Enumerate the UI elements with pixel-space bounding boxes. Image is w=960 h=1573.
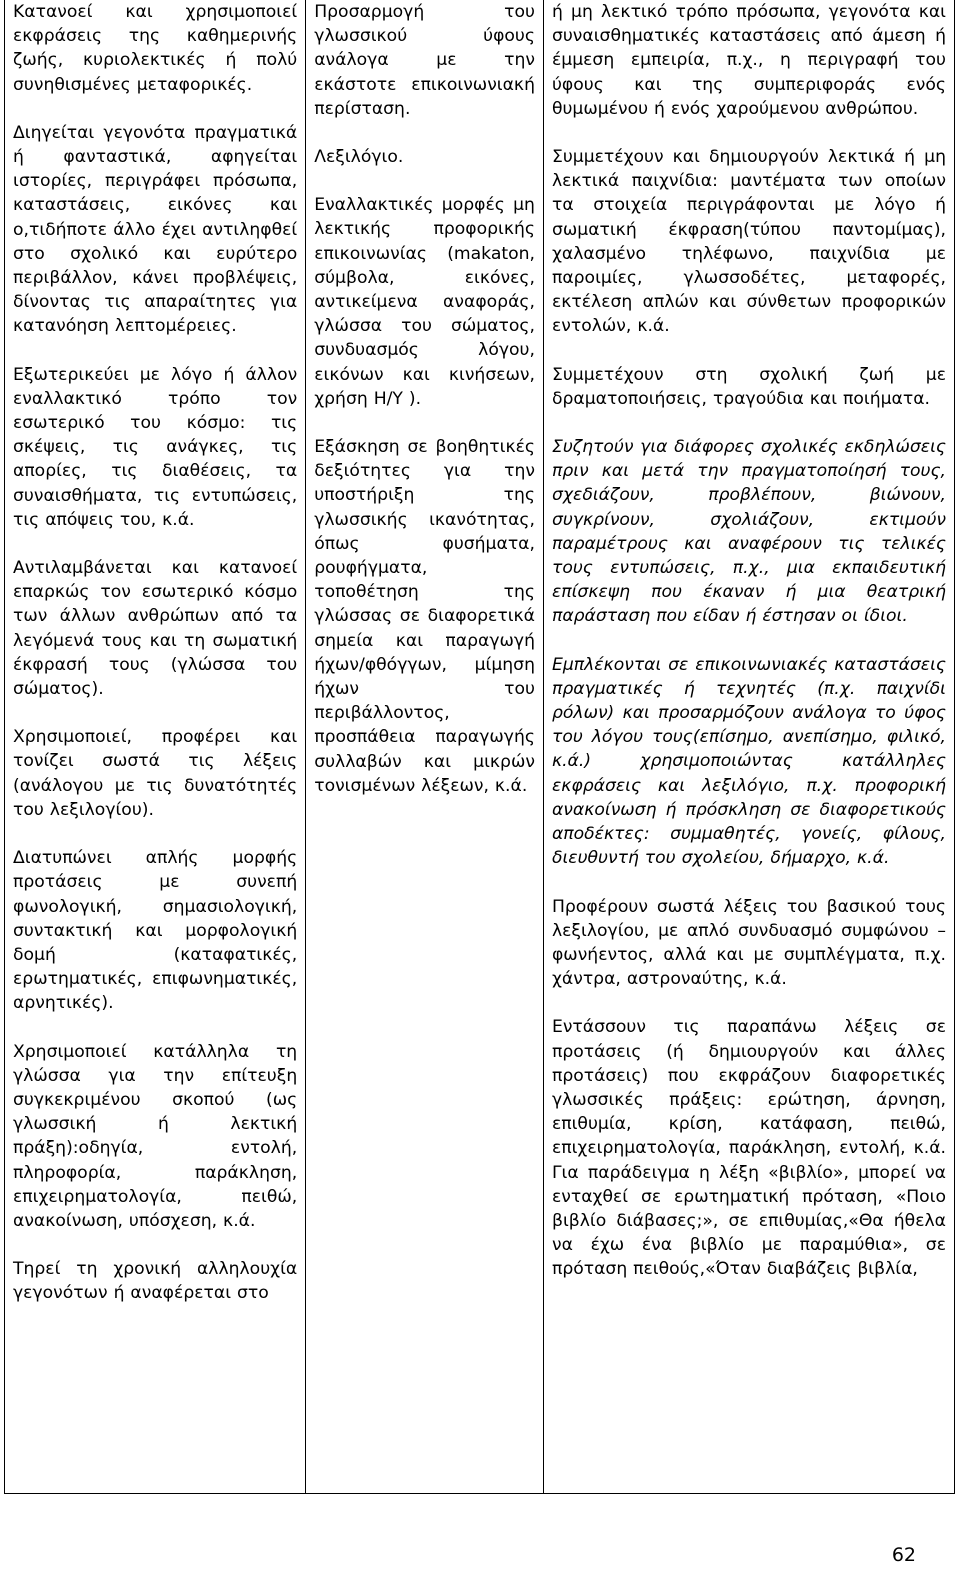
paragraph: Τηρεί τη χρονική αλληλουχία γεγονότων ή αναφέρεται στο [13, 1259, 298, 1304]
paragraph: Χρησιμοποιεί κατάλληλα τη γλώσσα για την επίτευξη συγκεκριμένου σκοπού (ως γλωσσική ή λεκτική πράξη):οδηγία, εντολή, πληροφορία, παράκληση, επιχειρηματολογία, πειθώ, ανακοίνωση, υπόσχεση, κ.ά. [13, 1041, 298, 1231]
paragraph: ή μη λεκτικό τρόπο πρόσωπα, γεγονότα και συναισθηματικές καταστάσεις από άμεση ή έμμεση εμπειρία, π.χ., η περιγραφή του ύφους και της συμπεριφοράς ενός θυμωμένου ή ενός χαρούμενου ανθρώπου. [551, 2, 946, 119]
paragraph: Αντιλαμβάνεται και κατανοεί επαρκώς τον εσωτερικό κόσμο των άλλων ανθρώπων από τα λεγόμενά τους και τη σωματική έκφρασή τους (γλώσσα του σώματος). [13, 558, 298, 700]
paragraph: Εντάσσουν τις παραπάνω λέξεις σε προτάσεις (ή δημιουργούν και άλλες προτάσεις) που εκφράζουν διαφορετικές γλωσσικές πράξεις: ερώτηση, άρνηση, επιθυμία, κρίση, κατάφαση, πειθώ, επιχειρηματολογία, παράκληση, εντολή, κ.ά. Για παράδειγμα η λέξη «βιβλίο», μπορεί να ενταχθεί σε ερωτηματική πρόταση, «Ποιο βιβλίο διάβασες;», σε επιθυμίας,«Θα ήθελα να έχω ένα βιβλίο με παραμύθια», σε πρόταση πειθούς,«Όταν διαβάζεις βιβλία, [551, 1017, 946, 1280]
paragraph: Χρησιμοποιεί, προφέρει και τονίζει σωστά τις λέξεις (ανάλογου με τις δυνατότητές του λεξιλογίου). [13, 727, 298, 820]
column-activities [543, 0, 954, 1494]
paragraph: Εξάσκηση σε βοηθητικές δεξιότητες για την υποστήριξη της γλωσσικής ικανότητας, όπως φυσήματα, ρουφήγματα, τοποθέτηση της γλώσσας σε διαφορετικά σημεία και παραγωγή ήχων/φθόγγων, μίμηση ήχων του περιβάλλοντος, προσπάθεια παραγωγής συλλαβών και μικρών τονισμένων λέξεων, κ.ά. [314, 437, 535, 796]
table-row [5, 0, 955, 1494]
paragraph: Κατανοεί και χρησιμοποιεί εκφράσεις της καθημερινής ζωής, κυριολεκτικές ή πολύ συνηθισμένες μεταφορικές. [13, 2, 298, 95]
column-learning-outcomes [5, 0, 306, 1494]
paragraph: Εμπλέκονται σε επικοινωνιακές καταστάσεις πραγματικές ή τεχνητές (π.χ. παιχνίδι ρόλων) και προσαρμόζουν ανάλογα το ύφος του λόγου τους(επίσημο, ανεπίσημο, φιλικό, κ.ά.) χρησιμοποιώντας κατάλληλες εκφράσεις και λεξιλόγιο, π.χ. προφορική ανακοίνωση ή πρόσκληση σε διαφορετικούς αποδέκτες: συμμαθητές, γονείς, φίλους, διευθυντή του σχολείου, δήμαρχο, κ.ά. [551, 654, 946, 869]
page-number: 62 [891, 1544, 916, 1566]
column-content [306, 0, 544, 1494]
paragraph: Συζητούν για διάφορες σχολικές εκδηλώσεις πριν και μετά την πραγματοποίησή τους, σχεδιάζουν, προβλέπουν, βιώνουν, συγκρίνουν, σχολιάζουν, εκτιμούν παραμέτρους και αναφέρουν τις τελικές τους εντυπώσεις, π.χ., μια εκπαιδευτική επίσκεψη που έκαναν ή μια θεατρική παράσταση που είδαν ή έστησαν οι ίδιοι. [551, 437, 946, 627]
paragraph: Εναλλακτικές μορφές μη λεκτικής προφορικής επικοινωνίας (makaton, σύμβολα, εικόνες, αντικείμενα αναφοράς, γλώσσα του σώματος, συνδυασμός λόγου, εικόνων και κινήσεων, χρήση Η/Υ ). [314, 195, 535, 409]
paragraph: Διατυπώνει απλής μορφής προτάσεις με συνεπή φωνολογική, σημασιολογική, συντακτική και μορφολογική δομή (καταφατικές, ερωτηματικές, επιφωνηματικές, αρνητικές). [13, 848, 298, 1014]
paragraph: Προσαρμογή του γλωσσικού ύφους ανάλογα με την εκάστοτε επικοινωνιακή περίσταση. [314, 2, 535, 119]
paragraph: Εξωτερικεύει με λόγο ή άλλον εναλλακτικό τρόπο τον εσωτερικό του κόσμο: τις σκέψεις, τις ανάγκες, τις απορίες, τις διαθέσεις, τα συναισθήματα, τις εντυπώσεις, τις απόψεις του, κ.ά. [13, 364, 298, 530]
paragraph: Λεξιλόγιο. [314, 147, 404, 168]
paragraph: Συμμετέχουν και δημιουργούν λεκτικά ή μη λεκτικά παιχνίδια: μαντέματα των οποίων τα στοιχεία περιγράφονται με λόγο ή σωματική έκφραση(τύπου παντομίμας), χαλασμένο τηλέφωνο, παιχνίδια με παροιμίες, γλωσσοδέτες, μεταφορές, εκτέλεση απλών και σύνθετων προφορικών εντολών, κ.ά. [551, 147, 946, 337]
paragraph: Προφέρουν σωστά λέξεις του βασικού τους λεξιλογίου, με απλό συνδυασμό συμφώνου –φωνήεντος, αλλά και με συμπλέγματα, π.χ. χάντρα, αστροναύτης, κ.ά. [551, 896, 946, 990]
paragraph: Συμμετέχουν στη σχολική ζωή με δραματοποιήσεις, τραγούδια και ποιήματα. [551, 364, 946, 409]
paragraph: Διηγείται γεγονότα πραγματικά ή φανταστικά, αφηγείται ιστορίες, περιγράφει πρόσωπα, καταστάσεις, εικόνες και ο,τιδήποτε άλλο έχει αντιληφθεί στο σχολικό και ευρύτερο περιβάλλον, κάνει προβλέψεις, δίνοντας τις απαραίτητες για κατανόηση λεπτομέρειες. [13, 122, 298, 337]
curriculum-table [4, 0, 955, 1494]
